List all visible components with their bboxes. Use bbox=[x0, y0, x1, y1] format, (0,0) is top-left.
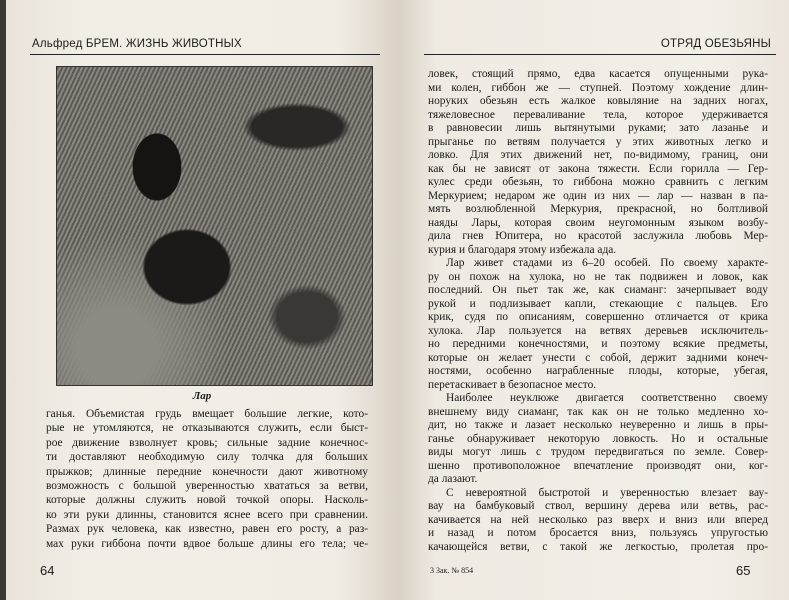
text-line: в равновесии лишь вытянутыми руками; зато лазанье и bbox=[428, 122, 768, 134]
text-line: ти доставляют необходимую силу толчка для больших bbox=[46, 451, 368, 464]
text-line: С невероятной быстротой и уверенностью влезает вау- bbox=[446, 486, 768, 499]
text-line: ми колен, гиббон же — ступней. Поэтому хождение длин- bbox=[428, 81, 768, 94]
text-line: рое движение взволнует кровь; сильные задние конечнос- bbox=[46, 436, 368, 449]
text-line: но передними конечностями, и поэтому всякие предметы, bbox=[428, 338, 768, 350]
text-line: хулока. Лар пользуется на ветвях деревьев исключитель- bbox=[428, 324, 768, 337]
text-line: наяды Лары, которая своим неугомонным языком возбу- bbox=[428, 216, 768, 229]
illustration-caption: Лар bbox=[192, 390, 212, 402]
text-line: перетаскивает в безопасное место. bbox=[428, 378, 597, 391]
text-line: мять возлюбленной Меркурия, прекрасной, но болтливой bbox=[428, 203, 768, 215]
paragraph bbox=[428, 68, 768, 257]
text-line: внешнему виду сиаманг, так как он не только медленно хо- bbox=[428, 405, 768, 418]
text-line: рые не утомляются, не отказываются служить, если быст- bbox=[46, 422, 368, 435]
text-line: Размах рук человека, как известно, равен его росту, а раз- bbox=[46, 523, 368, 536]
text-line: мах руки гиббона почти вдвое больше длины его тела; че- bbox=[46, 537, 368, 550]
text-line: ганья. Объемистая грудь вмещает большие легкие, кото- bbox=[46, 408, 368, 420]
text-line: ко эти руки длинны, становится яснее всего при сравнении. bbox=[46, 508, 368, 521]
body-text-right bbox=[428, 68, 768, 554]
paragraph bbox=[428, 392, 768, 487]
text-line: ру он похож на хулока, но не так подвижен и ловок, как bbox=[428, 270, 768, 283]
paragraph bbox=[428, 257, 768, 392]
text-line: Лар живет стадами из 6–20 особей. По своему характе- bbox=[446, 257, 768, 269]
text-line: дит, но также и лазает несколько неуверенно и лишь в пры- bbox=[428, 419, 768, 431]
right-page bbox=[398, 0, 789, 600]
text-line: ганье обнаруживает некоторую ловкость. Но и остальные bbox=[428, 432, 768, 445]
text-line: дила гнев Юпитера, но красотой заслужила любовь Мер- bbox=[428, 230, 768, 242]
body-text-left bbox=[46, 407, 368, 551]
text-line: Меркурием; недаром же один из них — лар — назван в па- bbox=[428, 189, 768, 202]
text-line: курия и благодаря этому избежала ада. bbox=[428, 243, 617, 256]
text-line: рукой и подлизывает капли, стекающие с пальцев. Его bbox=[428, 297, 768, 310]
left-page bbox=[6, 0, 398, 600]
text-line: ловек, стоящий прямо, едва касается опущенными рука- bbox=[428, 68, 768, 80]
running-header-right: ОТРЯД ОБЕЗЬЯНЫ bbox=[660, 38, 771, 50]
page-number-left: 64 bbox=[40, 563, 55, 578]
text-line: которые он желает унести с собой, держит задними конеч- bbox=[428, 351, 768, 364]
page-number-right: 65 bbox=[736, 563, 751, 578]
paragraph bbox=[428, 487, 768, 555]
header-rule bbox=[30, 54, 380, 55]
text-line: ловко. Для этих движений нет, по-видимому, границ, они bbox=[428, 149, 768, 161]
text-line: прыжков; длинные передние конечности дают животному bbox=[46, 465, 368, 478]
header-rule bbox=[424, 54, 776, 55]
text-line: норуких обезьян есть жалкое ковыляние на задних ногах, bbox=[428, 95, 768, 107]
text-line: кулес среди обезьян, то гиббона можно сравнить с легким bbox=[428, 176, 768, 188]
text-line: качивается на ней несколько раз вверх и вниз или вперед bbox=[428, 513, 768, 526]
text-line: последний. Он пьет так же, как сиаманг: зачерпывает воду bbox=[428, 284, 768, 296]
text-line: тяжеловесное переваливание тела, которое удерживается bbox=[428, 108, 768, 121]
text-line: которые должны служить новой точкой опоры. Насколь- bbox=[46, 494, 368, 507]
text-line: прыганье по ветвям получается у этих животных легко и bbox=[428, 135, 768, 148]
printer-footnote: 3 Зак. № 854 bbox=[430, 566, 474, 575]
text-line: и назад и потом бросается вниз, пользуясь упругостью bbox=[428, 527, 768, 539]
text-line: шенно противоположное впечатление производят они, ког- bbox=[428, 459, 768, 472]
text-line: виды могут лишь с трудом передвигаться по земле. Совер- bbox=[428, 446, 768, 458]
text-line: качающейся ветви, с такой же легкостью, пролетая про- bbox=[428, 540, 768, 553]
text-line: возможность с большой уверенностью хвататься за ветви, bbox=[46, 480, 368, 493]
text-line: ностями, особенно награбленные плоды, которые, убегая, bbox=[428, 365, 768, 377]
text-line: как бы не зависят от закона тяжести. Если горилла — Гер- bbox=[428, 162, 768, 175]
text-line: Наиболее неуклюже двигается соответственно своему bbox=[446, 392, 768, 404]
gibbon-illustration bbox=[56, 66, 373, 386]
running-header-left: Альфред БРЕМ. ЖИЗНЬ ЖИВОТНЫХ bbox=[32, 38, 242, 50]
text-line: вау на бамбуковый ствол, вершину дерева или ветвь, рас- bbox=[428, 500, 768, 512]
text-line: крик, судя по описаниям, совершенно отличается от крика bbox=[428, 311, 768, 323]
text-line: да лазают. bbox=[428, 473, 478, 485]
